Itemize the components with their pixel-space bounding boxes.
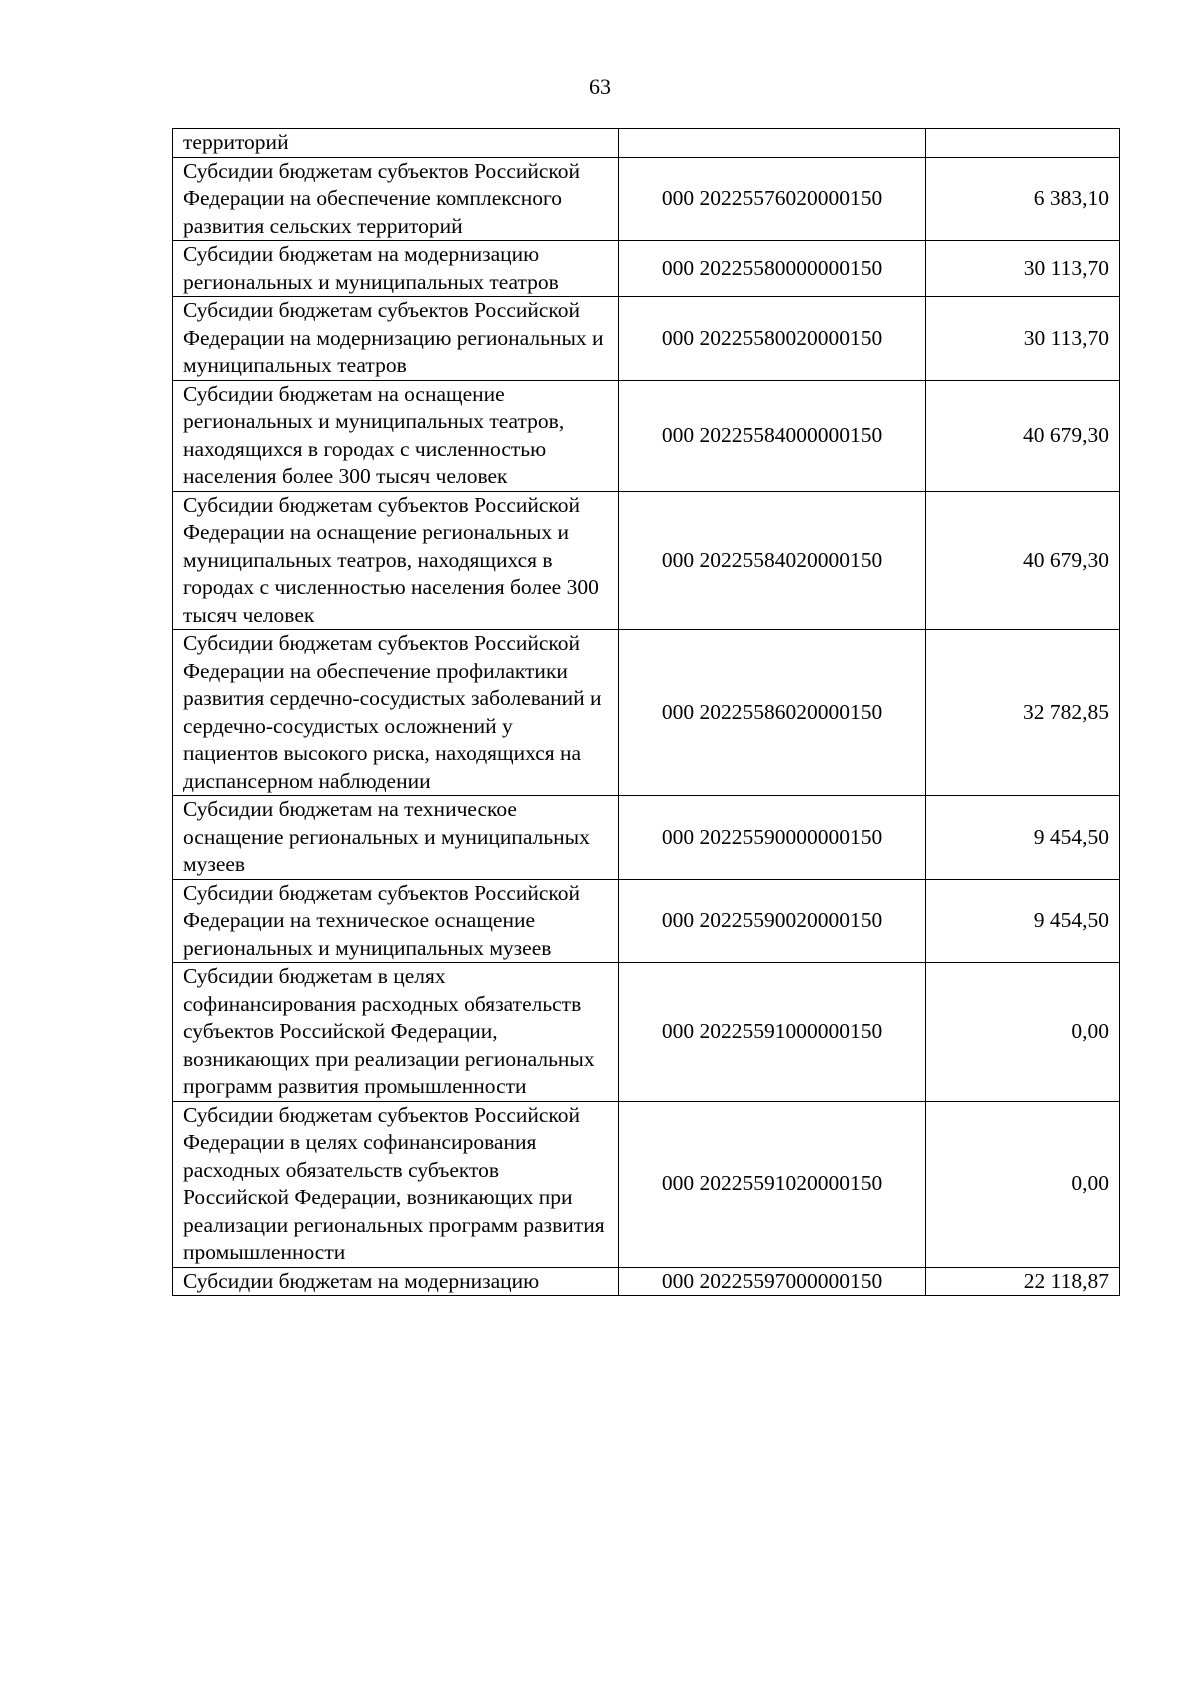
- row-amount-cell: 9 454,50: [926, 796, 1120, 880]
- row-name-cell: Субсидии бюджетам субъектов Российской Федерации на обеспечение комплексного развития сельских территорий: [173, 157, 619, 241]
- row-code-cell: 000 20225586020000150: [619, 630, 926, 796]
- row-code-cell: [619, 129, 926, 158]
- row-amount-cell: 0,00: [926, 1101, 1120, 1267]
- table-row: [173, 241, 1120, 297]
- row-amount-cell: 6 383,10: [926, 157, 1120, 241]
- row-code-cell: 000 20225584020000150: [619, 491, 926, 630]
- row-amount-cell: 30 113,70: [926, 241, 1120, 297]
- row-name-cell: Субсидии бюджетам на оснащение региональных и муниципальных театров, находящихся в городах с численностью населения более 300 тысяч человек: [173, 380, 619, 491]
- row-code-cell: 000 20225590020000150: [619, 879, 926, 963]
- page-number: 63: [589, 74, 611, 99]
- row-name-cell: Субсидии бюджетам на модернизацию региональных и муниципальных театров: [173, 241, 619, 297]
- row-name-cell: Субсидии бюджетам в целях софинансирования расходных обязательств субъектов Российской Федерации, возникающих при реализации региональных программ развития промышленности: [173, 963, 619, 1102]
- row-code-cell: 000 20225591020000150: [619, 1101, 926, 1267]
- table-row: [173, 129, 1120, 158]
- row-name-cell: Субсидии бюджетам субъектов Российской Федерации на модернизацию региональных и муниципальных театров: [173, 297, 619, 381]
- row-name-cell: территорий: [173, 129, 619, 158]
- row-name-cell: Субсидии бюджетам субъектов Российской Федерации в целях софинансирования расходных обязательств субъектов Российской Федерации, возникающих при реализации региональных программ развития промышленности: [173, 1101, 619, 1267]
- row-amount-cell: 40 679,30: [926, 380, 1120, 491]
- row-code-cell: 000 20225580020000150: [619, 297, 926, 381]
- table-row: [173, 963, 1120, 1102]
- row-amount-cell: [926, 129, 1120, 158]
- row-code-cell: 000 20225590000000150: [619, 796, 926, 880]
- row-code-cell: 000 20225576020000150: [619, 157, 926, 241]
- row-name-cell: Субсидии бюджетам субъектов Российской Федерации на техническое оснащение региональных и муниципальных музеев: [173, 879, 619, 963]
- table-row: [173, 879, 1120, 963]
- table-body: [173, 129, 1120, 1296]
- table-row: [173, 1101, 1120, 1267]
- row-name-cell: Субсидии бюджетам на модернизацию: [173, 1267, 619, 1296]
- table-row: [173, 630, 1120, 796]
- row-amount-cell: 40 679,30: [926, 491, 1120, 630]
- table-row: [173, 157, 1120, 241]
- row-code-cell: 000 20225597000000150: [619, 1267, 926, 1296]
- row-amount-cell: 22 118,87: [926, 1267, 1120, 1296]
- row-amount-cell: 32 782,85: [926, 630, 1120, 796]
- table-row: [173, 491, 1120, 630]
- table-row: [173, 796, 1120, 880]
- budget-table: [172, 128, 1120, 1296]
- row-amount-cell: 9 454,50: [926, 879, 1120, 963]
- row-amount-cell: 0,00: [926, 963, 1120, 1102]
- row-code-cell: 000 20225584000000150: [619, 380, 926, 491]
- row-code-cell: 000 20225591000000150: [619, 963, 926, 1102]
- row-name-cell: Субсидии бюджетам на техническое оснащение региональных и муниципальных музеев: [173, 796, 619, 880]
- table-row: [173, 380, 1120, 491]
- row-name-cell: Субсидии бюджетам субъектов Российской Федерации на оснащение региональных и муниципальных театров, находящихся в городах с численностью населения более 300 тысяч человек: [173, 491, 619, 630]
- row-amount-cell: 30 113,70: [926, 297, 1120, 381]
- row-code-cell: 000 20225580000000150: [619, 241, 926, 297]
- row-name-cell: Субсидии бюджетам субъектов Российской Федерации на обеспечение профилактики развития сердечно-сосудистых заболеваний и сердечно-сосудистых осложнений у пациентов высокого риска, находящихся на диспансерном наблюдении: [173, 630, 619, 796]
- table-row: [173, 1267, 1120, 1296]
- table-row: [173, 297, 1120, 381]
